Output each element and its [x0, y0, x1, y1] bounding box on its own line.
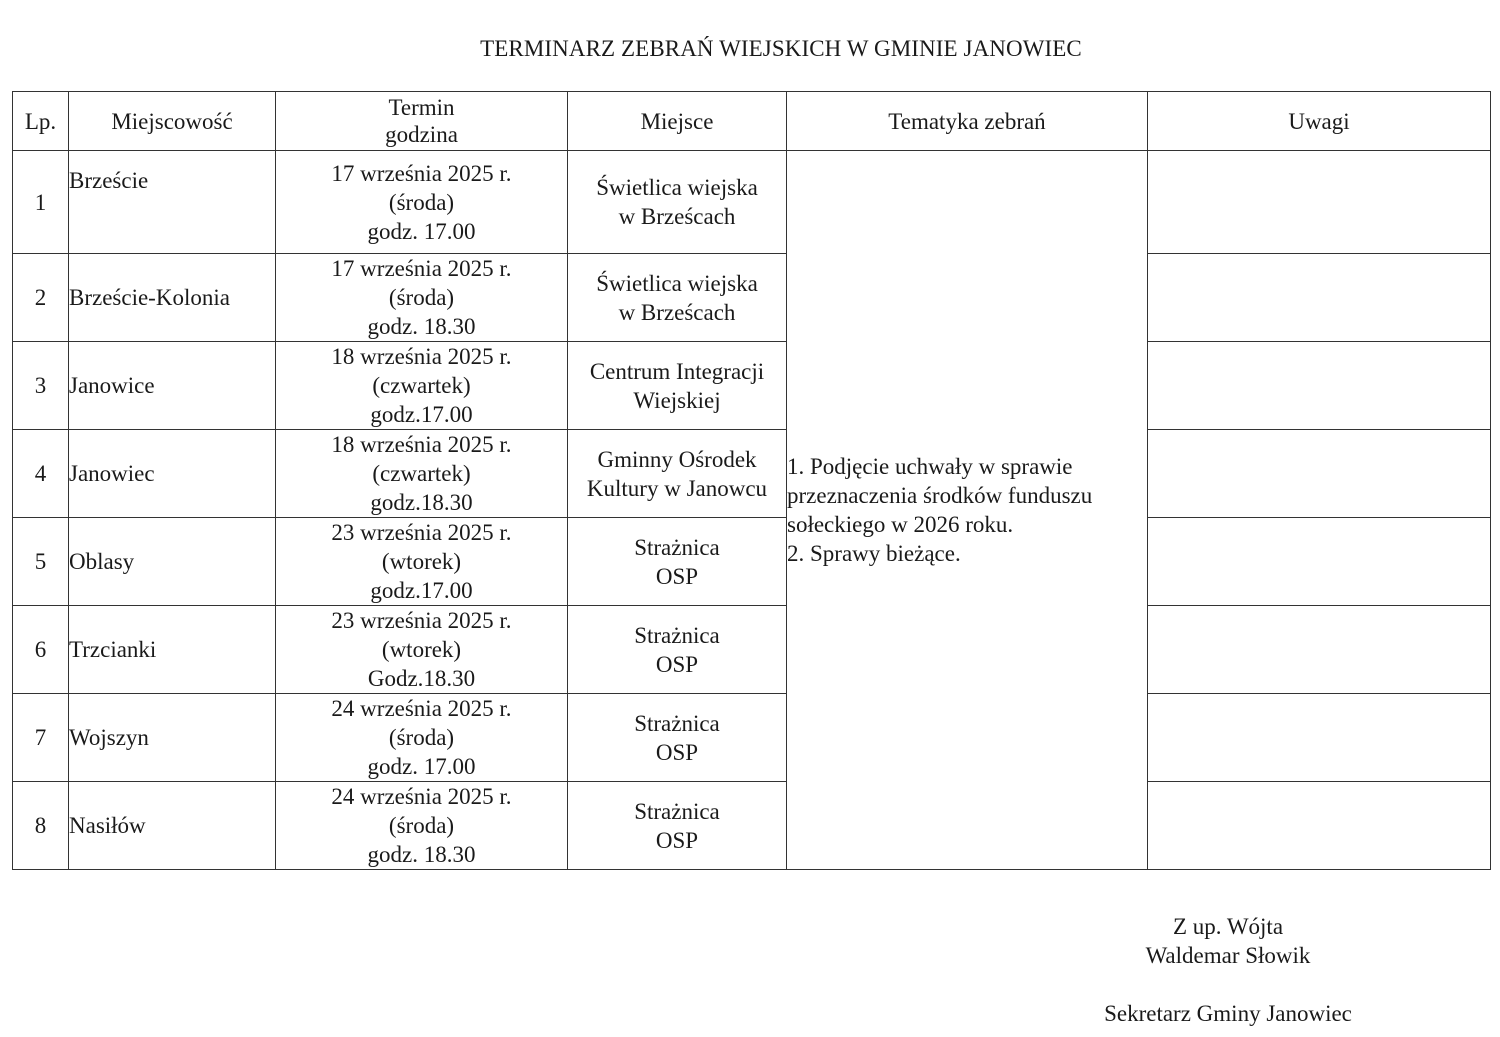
- meeting-term: [276, 606, 568, 694]
- table-row: [13, 342, 1491, 430]
- meeting-place: [568, 694, 787, 782]
- meeting-term: [276, 782, 568, 870]
- header-lp: Lp.: [13, 92, 69, 151]
- row-number: 7: [13, 694, 69, 782]
- meeting-day: (środa): [388, 725, 455, 750]
- row-number: 2: [13, 254, 69, 342]
- table-header-row: [13, 92, 1491, 151]
- meeting-day: (czwartek): [372, 461, 471, 486]
- header-term: [276, 92, 568, 151]
- meeting-topics: [787, 151, 1148, 870]
- meeting-time: godz.17.00: [370, 402, 473, 427]
- signature-name: Waldemar Słowik: [1145, 943, 1311, 968]
- meeting-term: [276, 694, 568, 782]
- meeting-place: [568, 254, 787, 342]
- meeting-place: [568, 606, 787, 694]
- meeting-place: [568, 151, 787, 254]
- topic-line: 1. Podjęcie uchwały w sprawie: [787, 454, 1073, 479]
- meeting-term: [276, 151, 568, 254]
- place-line2: OSP: [655, 827, 699, 853]
- meeting-date: 18 września 2025 r.: [331, 344, 512, 369]
- meeting-day: (czwartek): [372, 373, 471, 398]
- signature-block: [1040, 912, 1416, 1028]
- meeting-term: [276, 518, 568, 606]
- header-town: Miejscowość: [69, 92, 276, 151]
- table-row: [13, 606, 1491, 694]
- meeting-term: [276, 342, 568, 430]
- place-line1: Strażnica: [634, 710, 720, 736]
- meeting-date: 23 września 2025 r.: [331, 520, 512, 545]
- meeting-day: (wtorek): [381, 637, 462, 662]
- place-line1: Strażnica: [634, 534, 720, 560]
- notes-cell: [1148, 782, 1491, 870]
- meeting-time: godz. 18.30: [367, 842, 476, 867]
- meeting-day: (środa): [388, 285, 455, 310]
- meetings-table: [12, 91, 1491, 870]
- topic-line: sołeckiego w 2026 roku.: [787, 512, 1014, 537]
- header-term-line2: godzina: [385, 122, 458, 147]
- meeting-date: 24 września 2025 r.: [331, 696, 512, 721]
- town-name: Brzeście: [69, 151, 276, 254]
- meeting-time: godz.17.00: [370, 578, 473, 603]
- topic-line: przeznaczenia środków funduszu: [787, 483, 1093, 508]
- notes-cell: [1148, 694, 1491, 782]
- signature-title: Sekretarz Gminy Janowiec: [1104, 1001, 1352, 1026]
- meeting-time: godz.18.30: [370, 490, 473, 515]
- topic-line: 2. Sprawy bieżące.: [787, 541, 961, 566]
- place-line1: Świetlica wiejska: [596, 270, 758, 296]
- meeting-date: 24 września 2025 r.: [331, 784, 512, 809]
- place-line1: Strażnica: [634, 622, 720, 648]
- table-row: [13, 254, 1491, 342]
- notes-cell: [1148, 254, 1491, 342]
- meeting-term: [276, 254, 568, 342]
- town-name: Brzeście-Kolonia: [69, 254, 276, 342]
- notes-cell: [1148, 518, 1491, 606]
- place-line2: w Brześcach: [618, 204, 736, 229]
- table-row: [13, 782, 1491, 870]
- town-name: Janowiec: [69, 430, 276, 518]
- place-line1: Centrum Integracji: [589, 358, 765, 384]
- place-line1: Strażnica: [634, 798, 720, 824]
- place-line2: Kultury w Janowcu: [586, 475, 768, 501]
- signature-spacer: [1040, 970, 1416, 999]
- row-number: 5: [13, 518, 69, 606]
- row-number: 1: [13, 151, 69, 254]
- meeting-day: (wtorek): [381, 549, 462, 574]
- header-notes: Uwagi: [1148, 92, 1491, 151]
- row-number: 6: [13, 606, 69, 694]
- town-name: Janowice: [69, 342, 276, 430]
- notes-cell: [1148, 151, 1491, 254]
- header-term-line1: Termin: [388, 95, 455, 120]
- notes-cell: [1148, 606, 1491, 694]
- town-name: Oblasy: [69, 518, 276, 606]
- meeting-place: [568, 518, 787, 606]
- meeting-date: 18 września 2025 r.: [331, 432, 512, 457]
- place-line2: OSP: [655, 739, 699, 765]
- meeting-date: 17 września 2025 r.: [331, 160, 512, 186]
- row-number: 8: [13, 782, 69, 870]
- header-place: Miejsce: [568, 92, 787, 151]
- table-row: [13, 430, 1491, 518]
- meeting-place: [568, 430, 787, 518]
- meeting-day: (środa): [388, 813, 455, 838]
- table-row: [13, 694, 1491, 782]
- meeting-time: godz. 18.30: [367, 314, 476, 339]
- row-number: 3: [13, 342, 69, 430]
- town-name: Wojszyn: [69, 694, 276, 782]
- document-title: TERMINARZ ZEBRAŃ WIEJSKICH W GMINIE JANOWIEC: [480, 36, 1082, 61]
- place-line2: OSP: [655, 563, 699, 589]
- place-line2: w Brześcach: [618, 299, 736, 325]
- signature-authority: Z up. Wójta: [1172, 914, 1284, 939]
- place-line1: Świetlica wiejska: [596, 175, 758, 200]
- place-line2: OSP: [655, 651, 699, 677]
- place-line2: Wiejskiej: [633, 387, 721, 413]
- town-name: Trzcianki: [69, 606, 276, 694]
- notes-cell: [1148, 430, 1491, 518]
- meeting-time: Godz.18.30: [367, 666, 476, 691]
- meeting-time: godz. 17.00: [367, 754, 476, 779]
- meeting-date: 17 września 2025 r.: [331, 256, 512, 281]
- header-topics: Tematyka zebrań: [787, 92, 1148, 151]
- meeting-time: godz. 17.00: [367, 218, 476, 244]
- meeting-day: (środa): [388, 189, 455, 215]
- row-number: 4: [13, 430, 69, 518]
- place-line1: Gminny Ośrodek: [597, 446, 757, 472]
- town-name: Nasiłów: [69, 782, 276, 870]
- table-row: [13, 151, 1491, 254]
- notes-cell: [1148, 342, 1491, 430]
- meeting-date: 23 września 2025 r.: [331, 608, 512, 633]
- table-row: [13, 518, 1491, 606]
- meeting-term: [276, 430, 568, 518]
- meeting-place: [568, 342, 787, 430]
- meeting-place: [568, 782, 787, 870]
